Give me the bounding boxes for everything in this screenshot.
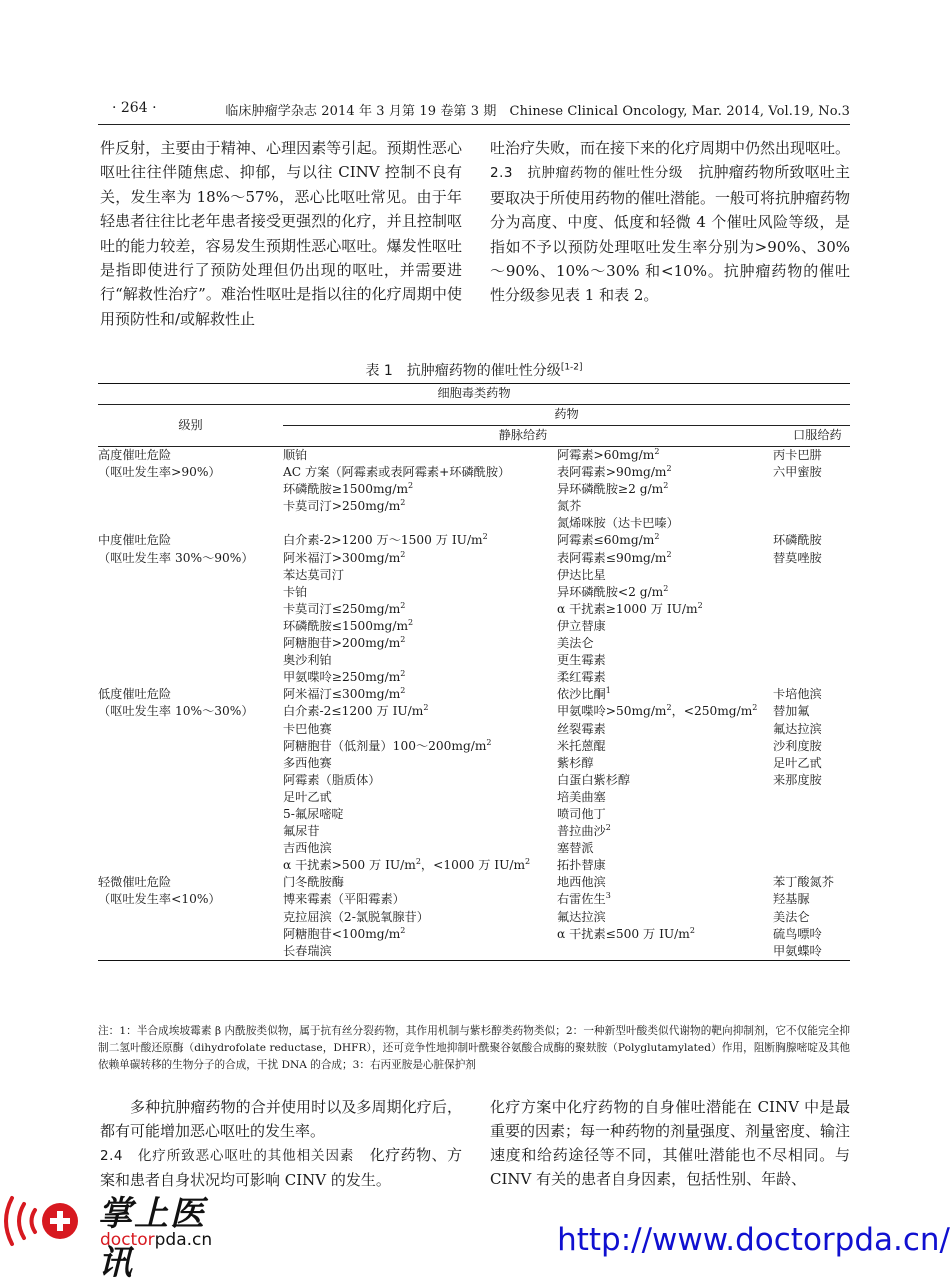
drug-name: 紫杉醇 — [557, 755, 594, 770]
header-iv: 静脉给药 — [283, 426, 763, 447]
drug-name: α 干扰素>500 万 $IU/m^2$，<1000 万 $IU/m^2$ — [283, 857, 531, 873]
header-level: 级别 — [98, 405, 283, 447]
drug-name: 地西他滨 — [557, 875, 606, 890]
drug-name: 来那度胺 — [773, 772, 822, 787]
drug-name: 更生霉素 — [557, 653, 606, 668]
drug-name: 甲氨喋呤$\ge 250mg/m^2$ — [283, 669, 406, 685]
drug-name: 培美曲塞 — [557, 789, 606, 804]
drug-name: 博来霉素（平阳霉素） — [283, 892, 405, 907]
drug-name: 氟尿苷 — [283, 824, 320, 839]
drug-name: 门冬酰胺酶 — [283, 875, 344, 890]
drug-name: 苯达莫司汀 — [283, 567, 344, 582]
drug-name: 卡培他滨 — [773, 687, 822, 702]
section-heading: 2.3 抗肿瘤药物的催吐性分级 — [490, 165, 684, 182]
drug-name: 表阿霉素$>90mg/m^2$ — [557, 464, 672, 480]
drug-name: 拓扑替康 — [557, 858, 606, 873]
table-title-ref: [1-2] — [560, 362, 583, 373]
text-column-top-left — [100, 136, 462, 331]
drug-name: 右雷佐生$^3$ — [557, 891, 611, 907]
drug-name: 阿糖胞苷$>200mg/m^2$ — [283, 634, 406, 651]
drug-name: 羟基脲 — [773, 892, 810, 907]
table-footnote: 注：1：半合成埃坡霉素 β 内酰胺类似物，属于抗有丝分裂药物，其作用机制与紫杉醇类药物类似；2：一种新型叶酸类似代谢物的靶向抑制剂，它不仅能完全抑制二氢叶酸还原酶（dihydrofolate reductase，DHFR），还可竞争性地抑制叶酰聚谷氨酸合成酶的聚麸胺（Polyglutamylated）作用，阻断胸腺嘧啶及其他依赖单碳转移的生物分子的合成，干扰 DNA 的合成；3：右丙亚胺是心脏保护剂 — [98, 1025, 850, 1072]
section-2-4 — [100, 1143, 462, 1192]
logo-chinese-text: 掌上医讯 — [98, 1194, 206, 1283]
drug-name: 表阿霉素$\le 90mg/m^2$ — [557, 549, 672, 565]
drug-name: 足叶乙甙 — [283, 789, 332, 804]
iv-drugs-col-1 — [283, 874, 557, 960]
text-column-bottom-right — [490, 1095, 850, 1191]
section-2-3 — [490, 160, 850, 307]
drug-name: 阿糖胞苷（低剂量）$100\sim 200mg/m^2$ — [283, 737, 492, 753]
drug-name: 阿霉素（脂质体） — [283, 772, 381, 787]
drug-name: 奥沙利铂 — [283, 653, 332, 668]
section-heading: 2.4 化疗所致恶心呕吐的其他相关因素 — [100, 1148, 355, 1164]
drug-name: 米托蒽醌 — [557, 738, 606, 753]
header-cytotoxic: 细胞毒类药物 — [98, 384, 850, 405]
drug-name: 白介素-2≤1200 万 $IU/m^2$ — [283, 703, 429, 719]
drug-name: 吉西他滨 — [283, 841, 332, 856]
drug-name: 长春瑞滨 — [283, 943, 332, 958]
risk-level-rate: （呕吐发生率<10%） — [98, 892, 221, 907]
drug-name: 阿糖胞苷$<100mg/m^2$ — [283, 925, 406, 941]
paragraph: 吐治疗失败，而在接下来的化疗周期中仍然出现呕吐。 — [490, 139, 851, 157]
header-oral: 口服给药 — [763, 426, 850, 447]
drug-name: 卡巴他赛 — [283, 721, 332, 736]
drug-name: AC 方案（阿霉素或表阿霉素+环磷酰胺） — [283, 465, 511, 480]
drug-name: 甲氨喋呤$>50mg/m^2$，$<250mg/m^2$ — [557, 703, 758, 719]
drug-name: 硫鸟嘌呤 — [773, 926, 822, 941]
doctorpda-logo — [0, 1186, 240, 1283]
drug-name: 丙卡巴肼 — [773, 448, 822, 462]
iv-drugs-col-2 — [557, 532, 763, 686]
drug-name: 阿霉素$>60mg/m^2$ — [557, 446, 660, 462]
risk-level-name: 轻微催吐危险 — [98, 875, 172, 890]
drug-name: 塞替派 — [557, 841, 594, 856]
drug-name: 克拉屈滨（2-氯脱氧腺苷） — [283, 909, 429, 924]
drug-name: α 干扰素≥1000 万 $IU/m^2$ — [557, 600, 703, 616]
drug-name: 环磷酰胺$\le 1500mg/m^2$ — [283, 617, 414, 633]
table-row — [98, 447, 850, 533]
risk-level-name: 低度催吐危险 — [98, 687, 172, 702]
drug-name: 环磷酰胺 — [773, 533, 822, 548]
page-number: · 264 · — [112, 100, 157, 116]
paragraph: 化疗方案中化疗药物的自身催吐潜能在 CINV 中是最重要的因素；每一种药物的剂量强度、剂量密度、输注速度和给药途径等不同，其催吐潜能也不尽相同。与 CINV 有关的患者自身因素，包括性别、年龄、 — [490, 1098, 851, 1188]
oral-drugs — [763, 686, 850, 874]
drug-name: α 干扰素≤500 万 $IU/m^2$ — [557, 925, 695, 941]
logo-english-text: doctorpda.cn — [100, 1230, 213, 1250]
section-body: 化疗药物、方案和患者自身状况均可影响 CINV 的发生。 — [100, 1146, 462, 1189]
iv-drugs-col-2 — [557, 447, 763, 533]
iv-drugs-col-1 — [283, 532, 557, 686]
drug-name: 沙利度胺 — [773, 738, 822, 753]
risk-level-rate: （呕吐发生率 10%～30%） — [98, 704, 254, 719]
risk-level-name: 中度催吐危险 — [98, 533, 172, 548]
drug-name: 依沙比酮$^1$ — [557, 686, 611, 702]
drug-name: 柔红霉素 — [557, 670, 606, 685]
paragraph: 件反射，主要由于精神、心理因素等引起。预期性恶心呕吐往往伴随焦虑、抑郁，与以往 CINV 控制不良有关，发生率为 18%～57%，恶心比呕吐常见。由于年轻患者往往比老年患者接受更强烈的化疗，并且控制呕吐的能力较差，容易发生预期性恶心呕吐。爆发性呕吐是指即使进行了预防处理但仍出现的呕吐，并需要进行“解救性治疗”。难治性呕吐是指以往的化疗周期中使用预防性和/或解救性止 — [100, 139, 462, 328]
iv-drugs-col-1 — [283, 686, 557, 874]
header-rule — [98, 124, 850, 125]
risk-level — [98, 532, 283, 686]
text-column-bottom-left — [100, 1095, 462, 1192]
risk-level — [98, 874, 283, 960]
drug-name: 阿米福汀$\le 300mg/m^2$ — [283, 686, 406, 702]
drug-name: 阿霉素$\le 60mg/m^2$ — [557, 532, 660, 548]
drug-name: 氮烯咪胺（达卡巴嗪） — [557, 516, 679, 531]
text-column-top-right — [490, 136, 850, 308]
drug-name: 替莫唑胺 — [773, 550, 822, 565]
drug-name: 阿米福汀$>300mg/m^2$ — [283, 549, 406, 565]
table-row — [98, 532, 850, 686]
section-body: 抗肿瘤药物所致呕吐主要取决于所使用药物的催吐潜能。一般可将抗肿瘤药物分为高度、中度、低度和轻微 4 个催吐风险等级，是指如不予以预防处理呕吐发生率分别为>90%、30%～90%、10%～30% 和<10%。抗肿瘤药物的催吐性分级参见表 1 和表 2。 — [490, 163, 851, 305]
header-drug: 药物 — [283, 405, 850, 426]
drug-name: 多西他赛 — [283, 755, 332, 770]
drug-name: 卡莫司汀$>250mg/m^2$ — [283, 498, 406, 514]
risk-level-rate: （呕吐发生率 30%～90%） — [98, 550, 254, 565]
drug-name: 伊达比星 — [557, 567, 606, 582]
drug-name: 卡铂 — [283, 584, 308, 599]
signal-waves-cross-icon — [0, 1188, 90, 1254]
drug-name: 丝裂霉素 — [557, 721, 606, 736]
risk-level — [98, 447, 283, 533]
oral-drugs — [763, 874, 850, 960]
drug-name: 氟达拉滨 — [773, 721, 822, 736]
paragraph: 多种抗肿瘤药物的合并使用时以及多周期化疗后，都有可能增加恶心呕吐的发生率。 — [100, 1098, 462, 1140]
iv-drugs-col-2 — [557, 874, 763, 960]
oral-drugs — [763, 532, 850, 686]
drug-name: 足叶乙甙 — [773, 755, 822, 770]
drug-name: 异环磷酰胺≥2 $g/m^2$ — [557, 481, 669, 497]
drug-name: 喷司他丁 — [557, 806, 606, 821]
watermark-url: http://www.doctorpda.cn/ — [557, 1222, 950, 1258]
drug-name: 美法仑 — [773, 909, 810, 924]
iv-drugs-col-1 — [283, 447, 557, 533]
drug-name: 卡莫司汀$\le 250mg/m^2$ — [283, 600, 406, 616]
drug-name: 环磷酰胺$\ge 1500mg/m^2$ — [283, 481, 414, 497]
drug-name: 氟达拉滨 — [557, 909, 606, 924]
drug-name: 白介素-2>1200 万～1500 万 $IU/m^2$ — [283, 532, 488, 548]
drug-name: 白蛋白紫杉醇 — [557, 772, 631, 787]
drug-name: 普拉曲沙$^2$ — [557, 823, 611, 839]
drug-name: 替加氟 — [773, 704, 810, 719]
drug-name: 顺铂 — [283, 448, 308, 462]
emetogenicity-table — [98, 383, 850, 961]
iv-drugs-col-2 — [557, 686, 763, 874]
drug-name: 甲氨蝶呤 — [773, 943, 822, 958]
oral-drugs — [763, 447, 850, 533]
drug-name: 异环磷酰胺<2 $g/m^2$ — [557, 583, 669, 599]
table-row — [98, 874, 850, 960]
drug-name: 六甲蜜胺 — [773, 465, 822, 480]
table-body — [98, 447, 850, 961]
drug-name: 苯丁酸氮芥 — [773, 875, 834, 890]
drug-name: 氮芥 — [557, 499, 582, 514]
running-header — [98, 98, 850, 124]
risk-level — [98, 686, 283, 874]
journal-running-title: 临床肿瘤学杂志 2014 年 3 月第 19 卷第 3 期 Chinese Clinical Oncology, Mar. 2014, Vol.19, No.3 — [225, 104, 850, 119]
drug-name: 美法仑 — [557, 636, 594, 651]
risk-level-rate: （呕吐发生率>90%） — [98, 465, 221, 480]
table-title: 表 1 抗肿瘤药物的催吐性分级[1-2] — [365, 362, 583, 379]
risk-level-name: 高度催吐危险 — [98, 448, 172, 462]
table-row — [98, 686, 850, 874]
drug-name: 伊立替康 — [557, 618, 606, 633]
drug-name: 5-氟尿嘧啶 — [283, 806, 344, 821]
